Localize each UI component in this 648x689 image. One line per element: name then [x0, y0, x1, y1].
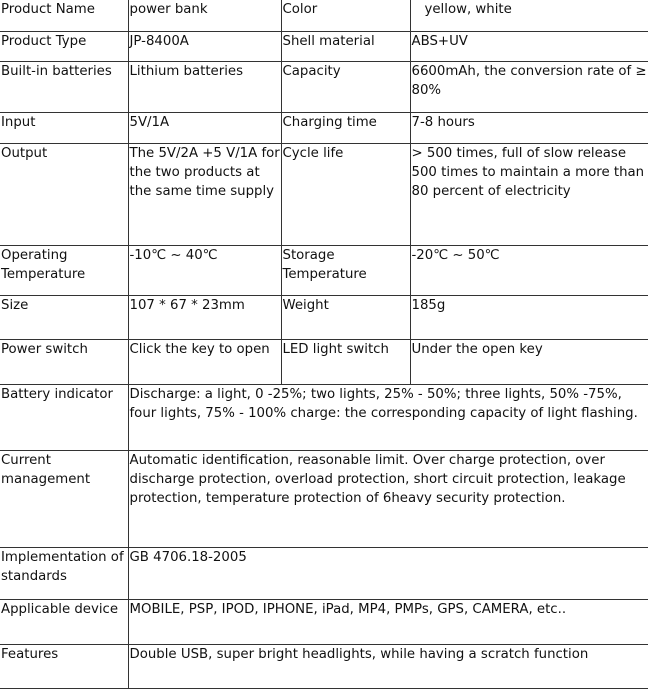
- spec-label-color: Color: [281, 0, 410, 31]
- spec-label-capacity: Capacity: [281, 61, 410, 112]
- spec-label-battery-indicator: Battery indicator: [0, 384, 128, 450]
- spec-value-weight: 185g: [410, 295, 648, 339]
- table-row: [0, 61, 648, 112]
- spec-value-led-switch: Under the open key: [410, 339, 648, 384]
- spec-label-standards: Implementation of standards: [0, 547, 128, 599]
- spec-value-operating-temp: -10℃ ~ 40℃: [128, 245, 281, 295]
- spec-value-standards: GB 4706.18-2005: [128, 547, 648, 599]
- spec-label-input: Input: [0, 112, 128, 143]
- table-row: [0, 112, 648, 143]
- table-row: [0, 143, 648, 245]
- spec-value-battery-indicator: Discharge: a light, 0 -25%; two lights, 25% - 50%; three lights, 50% -75%, four lights, 75% - 100% charge: the corresponding capacity of light flashing.: [128, 384, 648, 450]
- spec-value-applicable-device: MOBILE, PSP, IPOD, IPHONE, iPad, MP4, PMPs, GPS, CAMERA, etc..: [128, 599, 648, 644]
- spec-label-batteries: Built-in batteries: [0, 61, 128, 112]
- spec-value-power-switch: Click the key to open: [128, 339, 281, 384]
- spec-label-product-name: Product Name: [0, 0, 128, 31]
- spec-value-charging-time: 7-8 hours: [410, 112, 648, 143]
- spec-label-shell-material: Shell material: [281, 31, 410, 61]
- table-row: [0, 295, 648, 339]
- spec-label-storage-temp: Storage Temperature: [281, 245, 410, 295]
- spec-label-charging-time: Charging time: [281, 112, 410, 143]
- spec-value-output: The 5V/2A +5 V/1A for the two products at the same time supply: [128, 143, 281, 245]
- spec-label-current-management: Current management: [0, 450, 128, 547]
- spec-value-current-management: Automatic identification, reasonable limit. Over charge protection, over discharge protection, overload protection, short circuit protection, leakage protection, temperature protection of 6heavy security protection.: [128, 450, 648, 547]
- table-row: [0, 599, 648, 644]
- spec-value-color: yellow, white: [410, 0, 648, 31]
- spec-value-capacity: 6600mAh, the conversion rate of ≥ 80%: [410, 61, 648, 112]
- spec-label-led-switch: LED light switch: [281, 339, 410, 384]
- table-row: [0, 245, 648, 295]
- spec-value-storage-temp: -20℃ ~ 50℃: [410, 245, 648, 295]
- spec-label-output: Output: [0, 143, 128, 245]
- spec-value-product-name: power bank: [128, 0, 281, 31]
- table-row: [0, 339, 648, 384]
- table-row: [0, 644, 648, 688]
- spec-value-shell-material: ABS+UV: [410, 31, 648, 61]
- spec-label-power-switch: Power switch: [0, 339, 128, 384]
- spec-label-cycle-life: Cycle life: [281, 143, 410, 245]
- spec-label-product-type: Product Type: [0, 31, 128, 61]
- spec-value-features: Double USB, super bright headlights, while having a scratch function: [128, 644, 648, 688]
- spec-label-weight: Weight: [281, 295, 410, 339]
- spec-label-operating-temp: Operating Temperature: [0, 245, 128, 295]
- spec-label-size: Size: [0, 295, 128, 339]
- spec-label-applicable-device: Applicable device: [0, 599, 128, 644]
- table-row: [0, 547, 648, 599]
- table-row: [0, 450, 648, 547]
- table-row: [0, 31, 648, 61]
- spec-label-features: Features: [0, 644, 128, 688]
- spec-value-product-type: JP-8400A: [128, 31, 281, 61]
- table-row: [0, 384, 648, 450]
- spec-value-input: 5V/1A: [128, 112, 281, 143]
- spec-value-batteries: Lithium batteries: [128, 61, 281, 112]
- table-row: [0, 0, 648, 31]
- spec-value-size: 107 * 67 * 23mm: [128, 295, 281, 339]
- spec-value-cycle-life: > 500 times, full of slow release 500 times to maintain a more than 80 percent of electricity: [410, 143, 648, 245]
